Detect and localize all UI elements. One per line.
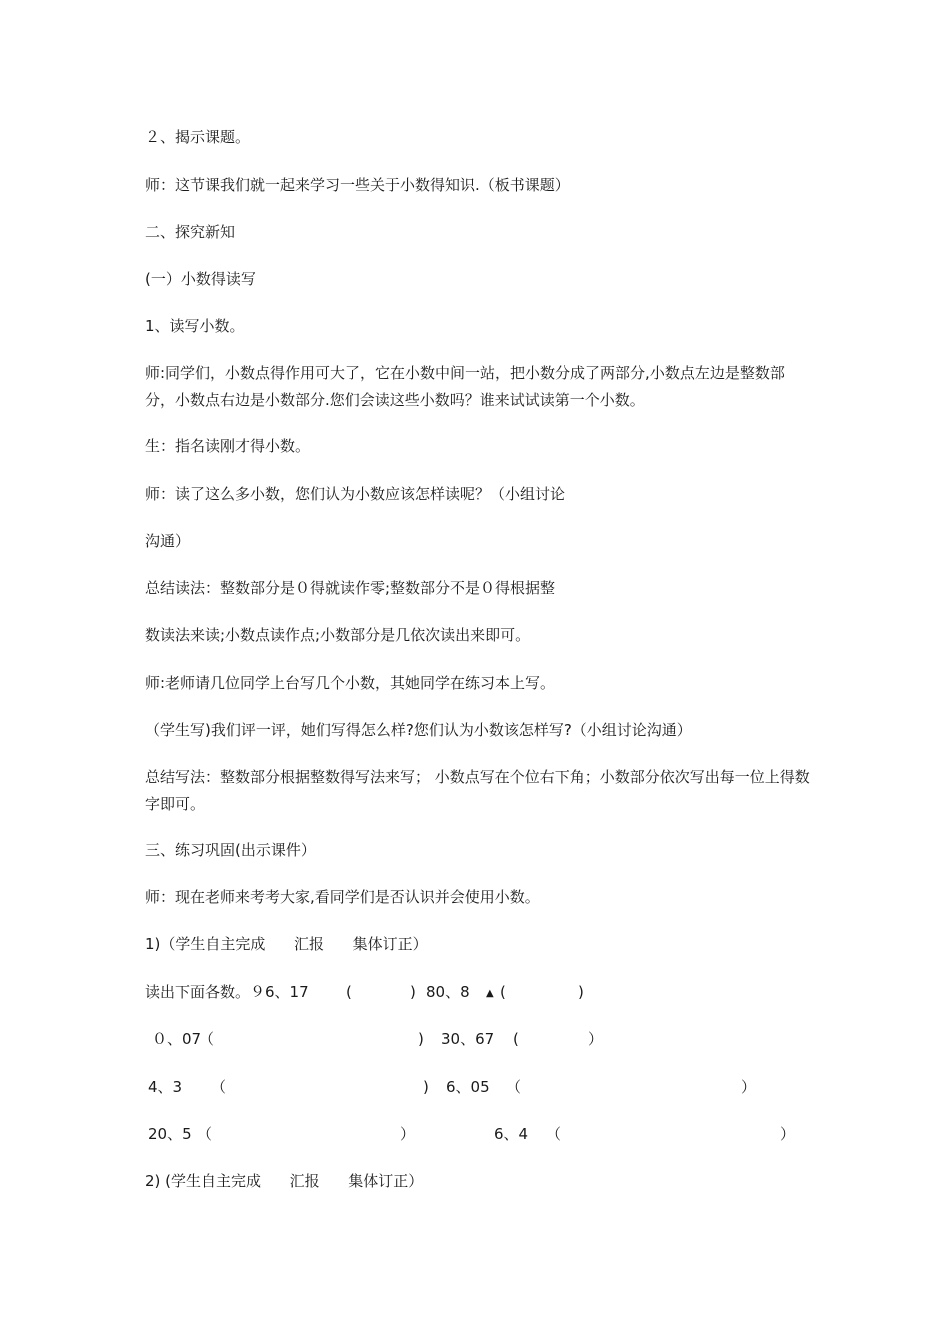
blank-open: （: [199, 1030, 215, 1048]
decimal-number: 30、67: [441, 1030, 495, 1048]
heading-practice: 三、练习巩固(出示课件）: [145, 841, 316, 859]
blank-close: ): [410, 983, 416, 1001]
para-student-read: 生：指名读刚才得小数。: [145, 437, 311, 455]
decimal-number: 4、3: [148, 1078, 183, 1096]
blank-close: ）: [780, 1125, 796, 1143]
blank-open: (: [513, 1030, 519, 1048]
blank-open: (: [500, 983, 506, 1001]
decimal-number: 6、05: [446, 1078, 490, 1096]
blank-open: （: [197, 1125, 213, 1143]
blank-open: （: [211, 1078, 227, 1096]
heading-explore: 二、探究新知: [145, 223, 236, 241]
para-teacher-test: 师：现在老师来考考大家,看同学们是否认识并会使用小数。: [145, 888, 540, 906]
blank-close: ): [578, 983, 584, 1001]
decimal-number: 20、5: [148, 1125, 192, 1143]
blank-open: （: [546, 1125, 562, 1143]
para-reveal-topic: ２、揭示课题。: [145, 128, 251, 146]
para-writing-summary: 总结写法：整数部分根据整数得写法来写； 小数点写在个位右下角；小数部分依次写出每一位上得数字即可。: [145, 768, 810, 813]
blank-close: ）: [400, 1125, 416, 1143]
exercise-2-heading: 2) (学生自主完成 汇报 集体订正）: [145, 1172, 424, 1190]
blank-close: ): [423, 1078, 429, 1096]
para-teacher-write: 师:老师请几位同学上台写几个小数，其她同学在练习本上写。: [145, 674, 556, 692]
decimal-number: ０、07: [152, 1030, 202, 1048]
para-discuss: 沟通）: [145, 532, 191, 550]
para-teacher-intro: 师：这节课我们就一起来学习一些关于小数得知识.（板书课题）: [145, 176, 570, 194]
triangle-mark-icon: ▲: [486, 988, 494, 999]
blank-open: （: [506, 1078, 522, 1096]
blank-close: ）: [588, 1030, 604, 1048]
exercise-prefix: 读出下面各数。９6、17: [145, 983, 309, 1001]
para-decimal-point: 师:同学们，小数点得作用可大了，它在小数中间一站，把小数分成了两部分,小数点左边是整数部分，小数点右边是小数部分.您们会读这些小数吗？谁来试试读第一个小数。: [145, 364, 785, 409]
para-teacher-question: 师：读了这么多小数，您们认为小数应该怎样读呢？（小组讨论: [145, 485, 566, 503]
decimal-number: 6、4: [494, 1125, 529, 1143]
decimal-number: 80、8: [426, 983, 470, 1001]
blank-open: (: [346, 983, 352, 1001]
blank-close: ): [418, 1030, 424, 1048]
para-reading-summary-2: 数读法来读;小数点读作点;小数部分是几依次读出来即可。: [145, 626, 531, 644]
heading-read-write: (一）小数得读写: [145, 270, 256, 288]
heading-read-write-decimals: 1、读写小数。: [145, 317, 245, 335]
blank-close: ）: [741, 1078, 757, 1096]
exercise-1-heading: 1)（学生自主完成 汇报 集体订正）: [145, 935, 428, 953]
para-evaluate: （学生写)我们评一评，她们写得怎么样?您们认为小数该怎样写?（小组讨论沟通）: [145, 721, 692, 739]
para-reading-summary-1: 总结读法：整数部分是０得就读作零;整数部分不是０得根据整: [145, 579, 556, 597]
